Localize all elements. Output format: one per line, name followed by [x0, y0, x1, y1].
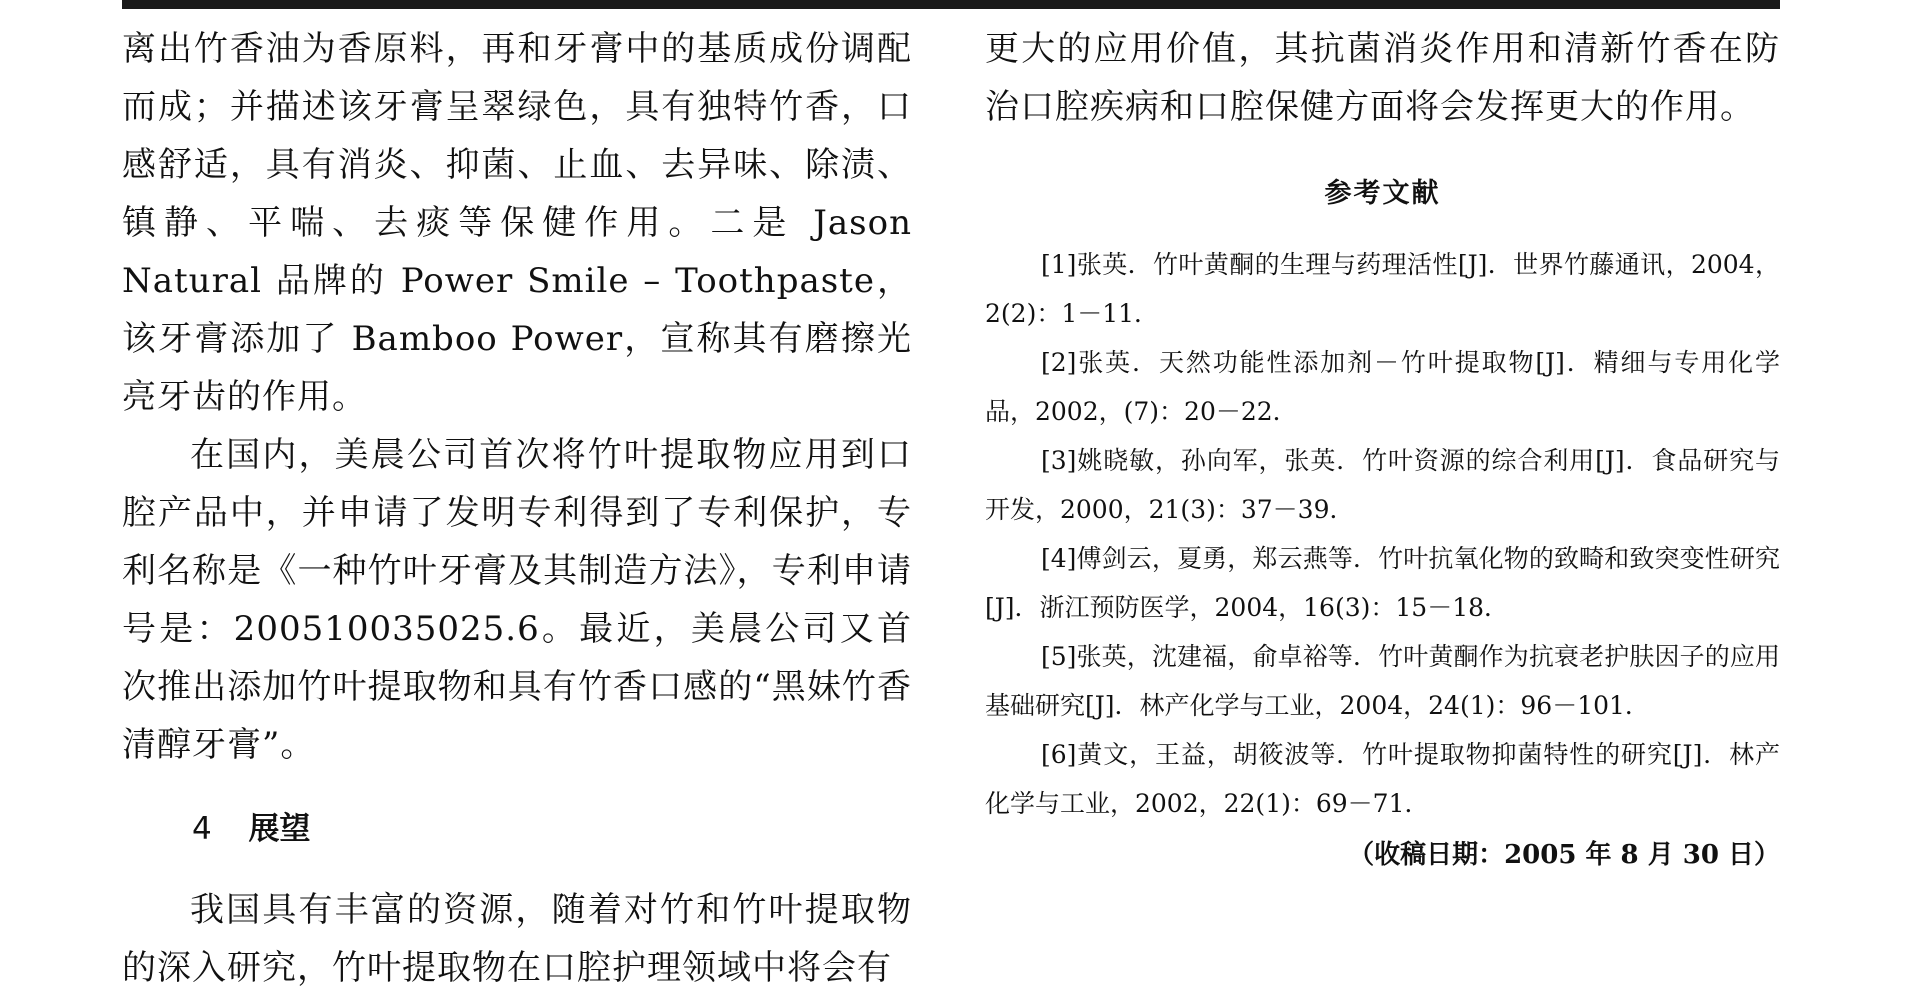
- body-paragraph: 更大的应用价值，其抗菌消炎作用和清新竹香在防治口腔疾病和口腔保健方面将会发挥更大的作用。: [985, 29, 1780, 127]
- body-paragraph: 离出竹香油为香原料，再和牙膏中的基质成份调配而成；并描述该牙膏呈翠绿色，具有独特竹香，口感舒适，具有消炎、抑菌、止血、去异味、除渍、镇静、平喘、去痰等保健作用。二是 Jason Natural 品牌的 Power Smile – Toothpaste，该牙膏添加了 Bamboo Power，宣称其有磨擦光亮牙齿的作用。: [122, 29, 912, 417]
- top-rule: [122, 0, 1780, 9]
- reference-item: [5]张英，沈建福，俞卓裕等．竹叶黄酮作为抗衰老护肤因子的应用基础研究[J]．林产化学与工业，2004，24(1)：96－101．: [985, 642, 1780, 720]
- body-paragraph: 在国内，美晨公司首次将竹叶提取物应用到口腔产品中，并申请了发明专利得到了专利保护，专利名称是《一种竹叶牙膏及其制造方法》，专利申请号是：200510035025.6。最近，美晨公司又首次推出添加竹叶提取物和具有竹香口感的“黑妹竹香清醇牙膏”。: [122, 435, 912, 765]
- references-list: [985, 240, 1780, 828]
- body-paragraph: 我国具有丰富的资源，随着对竹和竹叶提取物的深入研究，竹叶提取物在口腔护理领域中将会有: [122, 890, 912, 988]
- reference-item: [6]黄文，王益，胡筱波等．竹叶提取物抑菌特性的研究[J]．林产化学与工业，2002，22(1)：69－71．: [985, 740, 1780, 818]
- reference-item: [3]姚晓敏，孙向军，张英．竹叶资源的综合利用[J]．食品研究与开发，2000，21(3)：37－39．: [985, 446, 1780, 524]
- reference-item: [1]张英．竹叶黄酮的生理与药理活性[J]．世界竹藤通讯，2004，2(2)：1－11．: [985, 250, 1780, 328]
- reference-item: [4]傅剑云，夏勇，郑云燕等．竹叶抗氧化物的致畸和致突变性研究[J]．浙江预防医学，2004，16(3)：15－18．: [985, 544, 1780, 622]
- left-column: [122, 20, 912, 997]
- references-title: 参考文献: [1324, 178, 1441, 209]
- right-column: [985, 20, 1780, 880]
- received-date: （收稿日期：2005 年 8 月 30 日）: [1348, 840, 1780, 870]
- section-heading: [192, 809, 912, 849]
- reference-item: [2]张英．天然功能性添加剂－竹叶提取物[J]．精细与专用化学品，2002，(7)：20－22．: [985, 348, 1780, 426]
- section-title: 展望: [248, 811, 311, 847]
- section-number: 4: [192, 811, 212, 847]
